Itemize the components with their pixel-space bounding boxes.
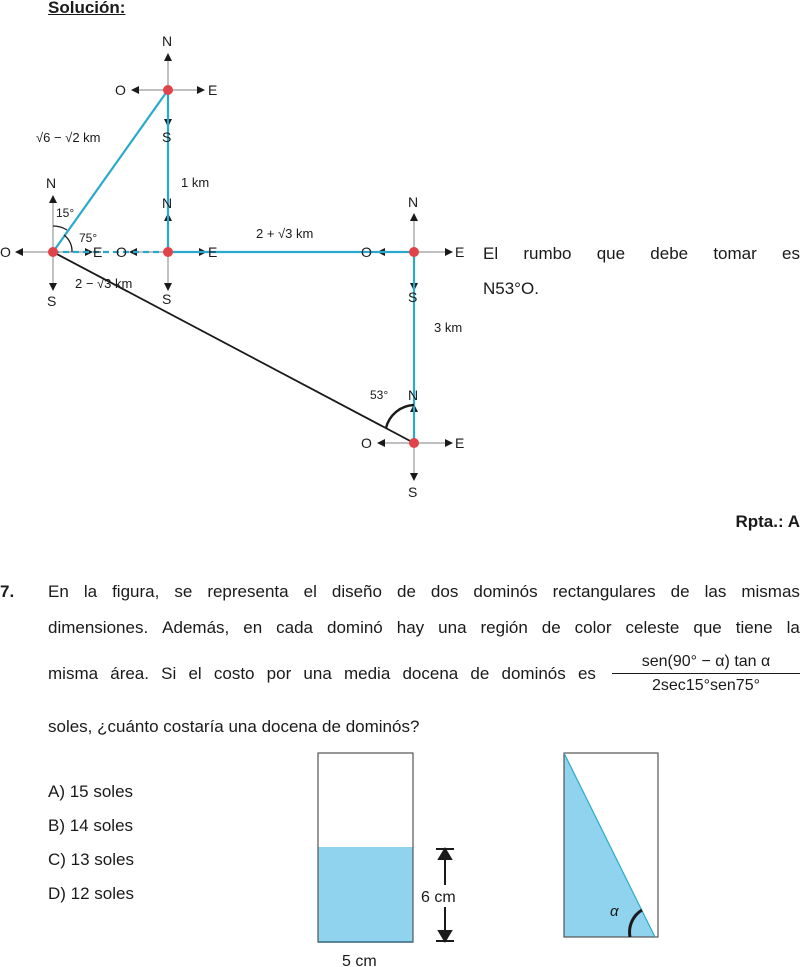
label-segment-2minus: 2 − √3 km — [75, 276, 133, 291]
segment-diagonal — [53, 90, 168, 252]
label-angle-53: 53° — [370, 388, 389, 402]
label-e-mid: E — [208, 244, 218, 260]
label-e-bottom: E — [455, 435, 465, 451]
label-o-left: O — [0, 244, 11, 260]
option-b[interactable]: B) 14 soles — [48, 816, 134, 835]
label-angle-75: 75° — [79, 231, 98, 245]
label-o-bottom: O — [361, 435, 372, 451]
fraction-numerator: sen(90° − α) tan α — [612, 653, 800, 674]
label-segment-2plus: 2 + √3 km — [256, 226, 314, 241]
route-segments — [53, 90, 414, 443]
route-figure — [0, 0, 480, 510]
domino-left-fill — [318, 847, 413, 942]
question-line-4: soles, ¿cuánto costaría una docena de dominós? — [48, 717, 420, 736]
label-e-right: E — [455, 244, 465, 260]
label-o-right: O — [361, 244, 372, 260]
label-s-top: S — [162, 129, 172, 145]
question-number: 7. — [0, 582, 15, 601]
angle-arc-53 — [386, 405, 414, 428]
question-line-1: En la figura, se representa el diseño de dos dominós rectangulares de las mismas — [48, 582, 800, 601]
label-angle-15: 15° — [56, 206, 75, 220]
dominoes-figure — [300, 745, 680, 967]
label-o-mid: O — [116, 244, 127, 260]
option-a[interactable]: A) 15 soles — [48, 782, 134, 801]
angle-alpha-label: α — [610, 903, 619, 920]
answer-label: Rpta.: A — [735, 512, 800, 531]
route-points — [48, 85, 419, 448]
label-e-top: E — [208, 82, 218, 98]
answer-options — [48, 782, 134, 918]
width-label: 5 cm — [342, 953, 377, 967]
option-c[interactable]: C) 13 soles — [48, 850, 134, 869]
label-n-left: N — [46, 175, 57, 191]
label-n-mid: N — [162, 195, 173, 211]
label-n-bottom: N — [408, 387, 419, 403]
question-line-2: dimensiones. Además, en cada dominó hay una región de color celeste que tiene la — [48, 618, 800, 637]
solution-heading: Solución: — [48, 0, 126, 17]
height-label: 6 cm — [421, 889, 456, 906]
label-s-bottom: S — [408, 484, 418, 500]
question-line-3: misma área. Si el costo por una media docena de dominós es — [48, 664, 596, 683]
label-segment-diag: √6 − √2 km — [36, 130, 101, 145]
cost-fraction — [612, 653, 800, 695]
option-d[interactable]: D) 12 soles — [48, 884, 134, 903]
label-n-right: N — [408, 194, 419, 210]
label-o-top: O — [115, 82, 126, 98]
solution-text-line1: El rumbo que debe tomar es — [483, 244, 800, 263]
angle-arc-15 — [53, 226, 67, 230]
solution-text-line2: N53°O. — [483, 279, 539, 298]
label-segment-3km: 3 km — [434, 320, 463, 335]
label-s-mid: S — [162, 291, 172, 307]
label-e-left: E — [93, 244, 103, 260]
solution-text — [483, 236, 800, 306]
fraction-denominator: 2sec15°sen75° — [652, 677, 760, 694]
label-n-top: N — [162, 33, 173, 49]
label-s-right: S — [408, 289, 418, 305]
label-s-left: S — [47, 293, 57, 309]
angle-arc-75 — [64, 235, 72, 252]
label-segment-1km: 1 km — [181, 175, 210, 190]
